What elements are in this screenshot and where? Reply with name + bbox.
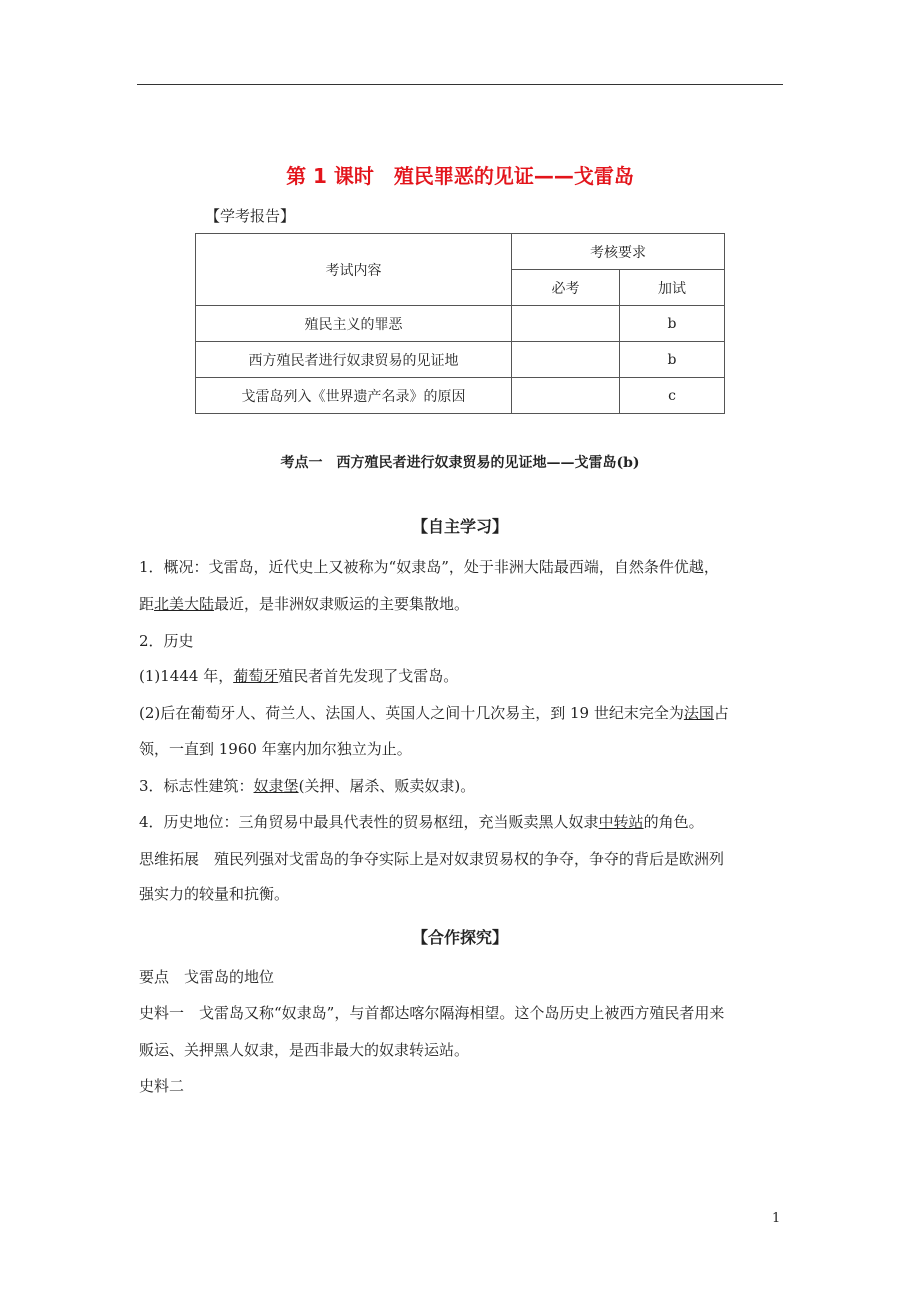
cell-bikao (512, 378, 620, 414)
text-line (139, 594, 469, 614)
text-segment: (2)后在葡萄牙人、荷兰人、法国人、英国人之间十几次易主，到 19 世纪末完全为 (139, 704, 684, 722)
text-line (139, 776, 475, 796)
cell-jiashi: c (620, 378, 725, 414)
text-segment: 贩运、关押黑人奴隶，是西非最大的奴隶转运站。 (139, 1041, 470, 1059)
text-segment: 思维拓展 殖民列强对戈雷岛的争夺实际上是对奴隶贸易权的争夺，争夺的背后是欧洲列 (139, 850, 725, 868)
page-number: 1 (772, 1211, 781, 1226)
text-segment: 殖民者首先发现了戈雷岛。 (278, 667, 459, 685)
text-segment: 3．标志性建筑： (139, 777, 254, 795)
text-segment: 2．历史 (139, 632, 194, 650)
text-line (139, 557, 719, 577)
cell-content: 西方殖民者进行奴隶贸易的见证地 (196, 342, 512, 378)
header-rule (137, 84, 783, 85)
text-segment: 的角色。 (643, 813, 704, 831)
cell-jiashi: b (620, 342, 725, 378)
underlined-answer: 法国 (683, 704, 714, 722)
table-row (196, 342, 725, 378)
text-segment: (1)1444 年， (139, 667, 234, 685)
header-bikao: 必考 (512, 270, 620, 306)
section-self-study: 【自主学习】 (411, 517, 508, 536)
text-segment: 要点 戈雷岛的地位 (139, 968, 275, 986)
text-line (139, 703, 729, 723)
text-segment: 占 (713, 704, 729, 722)
report-label: 【学考报告】 (205, 207, 296, 225)
text-line (139, 812, 704, 832)
text-segment: 史料一 戈雷岛又称“奴隶岛”，与首都达喀尔隔海相望。这个岛历史上被西方殖民者用来 (139, 1004, 725, 1022)
text-segment: 4．历史地位：三角贸易中最具代表性的贸易枢纽，充当贩卖黑人奴隶 (139, 813, 599, 831)
header-jiashi: 加试 (620, 270, 725, 306)
text-segment: 领，一直到 1960 年塞内加尔独立为止。 (139, 740, 412, 758)
cell-content: 戈雷岛列入《世界遗产名录》的原因 (196, 378, 512, 414)
text-line (139, 884, 289, 904)
lesson-title: 第 1 课时 殖民罪恶的见证——戈雷岛 (286, 164, 634, 188)
header-requirement: 考核要求 (512, 234, 725, 270)
underlined-answer: 北美大陆 (154, 595, 215, 613)
table-row (196, 378, 725, 414)
text-line (139, 1076, 184, 1096)
underlined-answer: 奴隶堡 (253, 777, 299, 795)
text-segment: 史料二 (139, 1077, 185, 1095)
text-segment: (关押、屠杀、贩卖奴隶)。 (298, 777, 476, 795)
text-segment: 距 (139, 595, 155, 613)
requirements-table (195, 233, 725, 414)
text-line (139, 1040, 469, 1060)
cell-bikao (512, 306, 620, 342)
cell-bikao (512, 342, 620, 378)
text-line (139, 1003, 724, 1023)
cell-jiashi: b (620, 306, 725, 342)
kaodian-heading: 考点一 西方殖民者进行奴隶贸易的见证地——戈雷岛(b) (280, 455, 640, 471)
table-row (196, 306, 725, 342)
section-cooperative: 【合作探究】 (411, 928, 508, 947)
text-line (139, 967, 274, 987)
text-segment: 强实力的较量和抗衡。 (139, 885, 290, 903)
header-content: 考试内容 (196, 234, 512, 306)
text-line (139, 631, 194, 651)
text-segment: 1．概况：戈雷岛，近代史上又被称为“奴隶岛”，处于非洲大陆最西端，自然条件优越， (139, 558, 719, 576)
text-line (139, 849, 724, 869)
text-line (139, 739, 412, 759)
underlined-answer: 中转站 (598, 813, 644, 831)
cell-content: 殖民主义的罪恶 (196, 306, 512, 342)
underlined-answer: 葡萄牙 (233, 667, 279, 685)
text-segment: 最近，是非洲奴隶贩运的主要集散地。 (214, 595, 470, 613)
text-line (139, 666, 458, 686)
